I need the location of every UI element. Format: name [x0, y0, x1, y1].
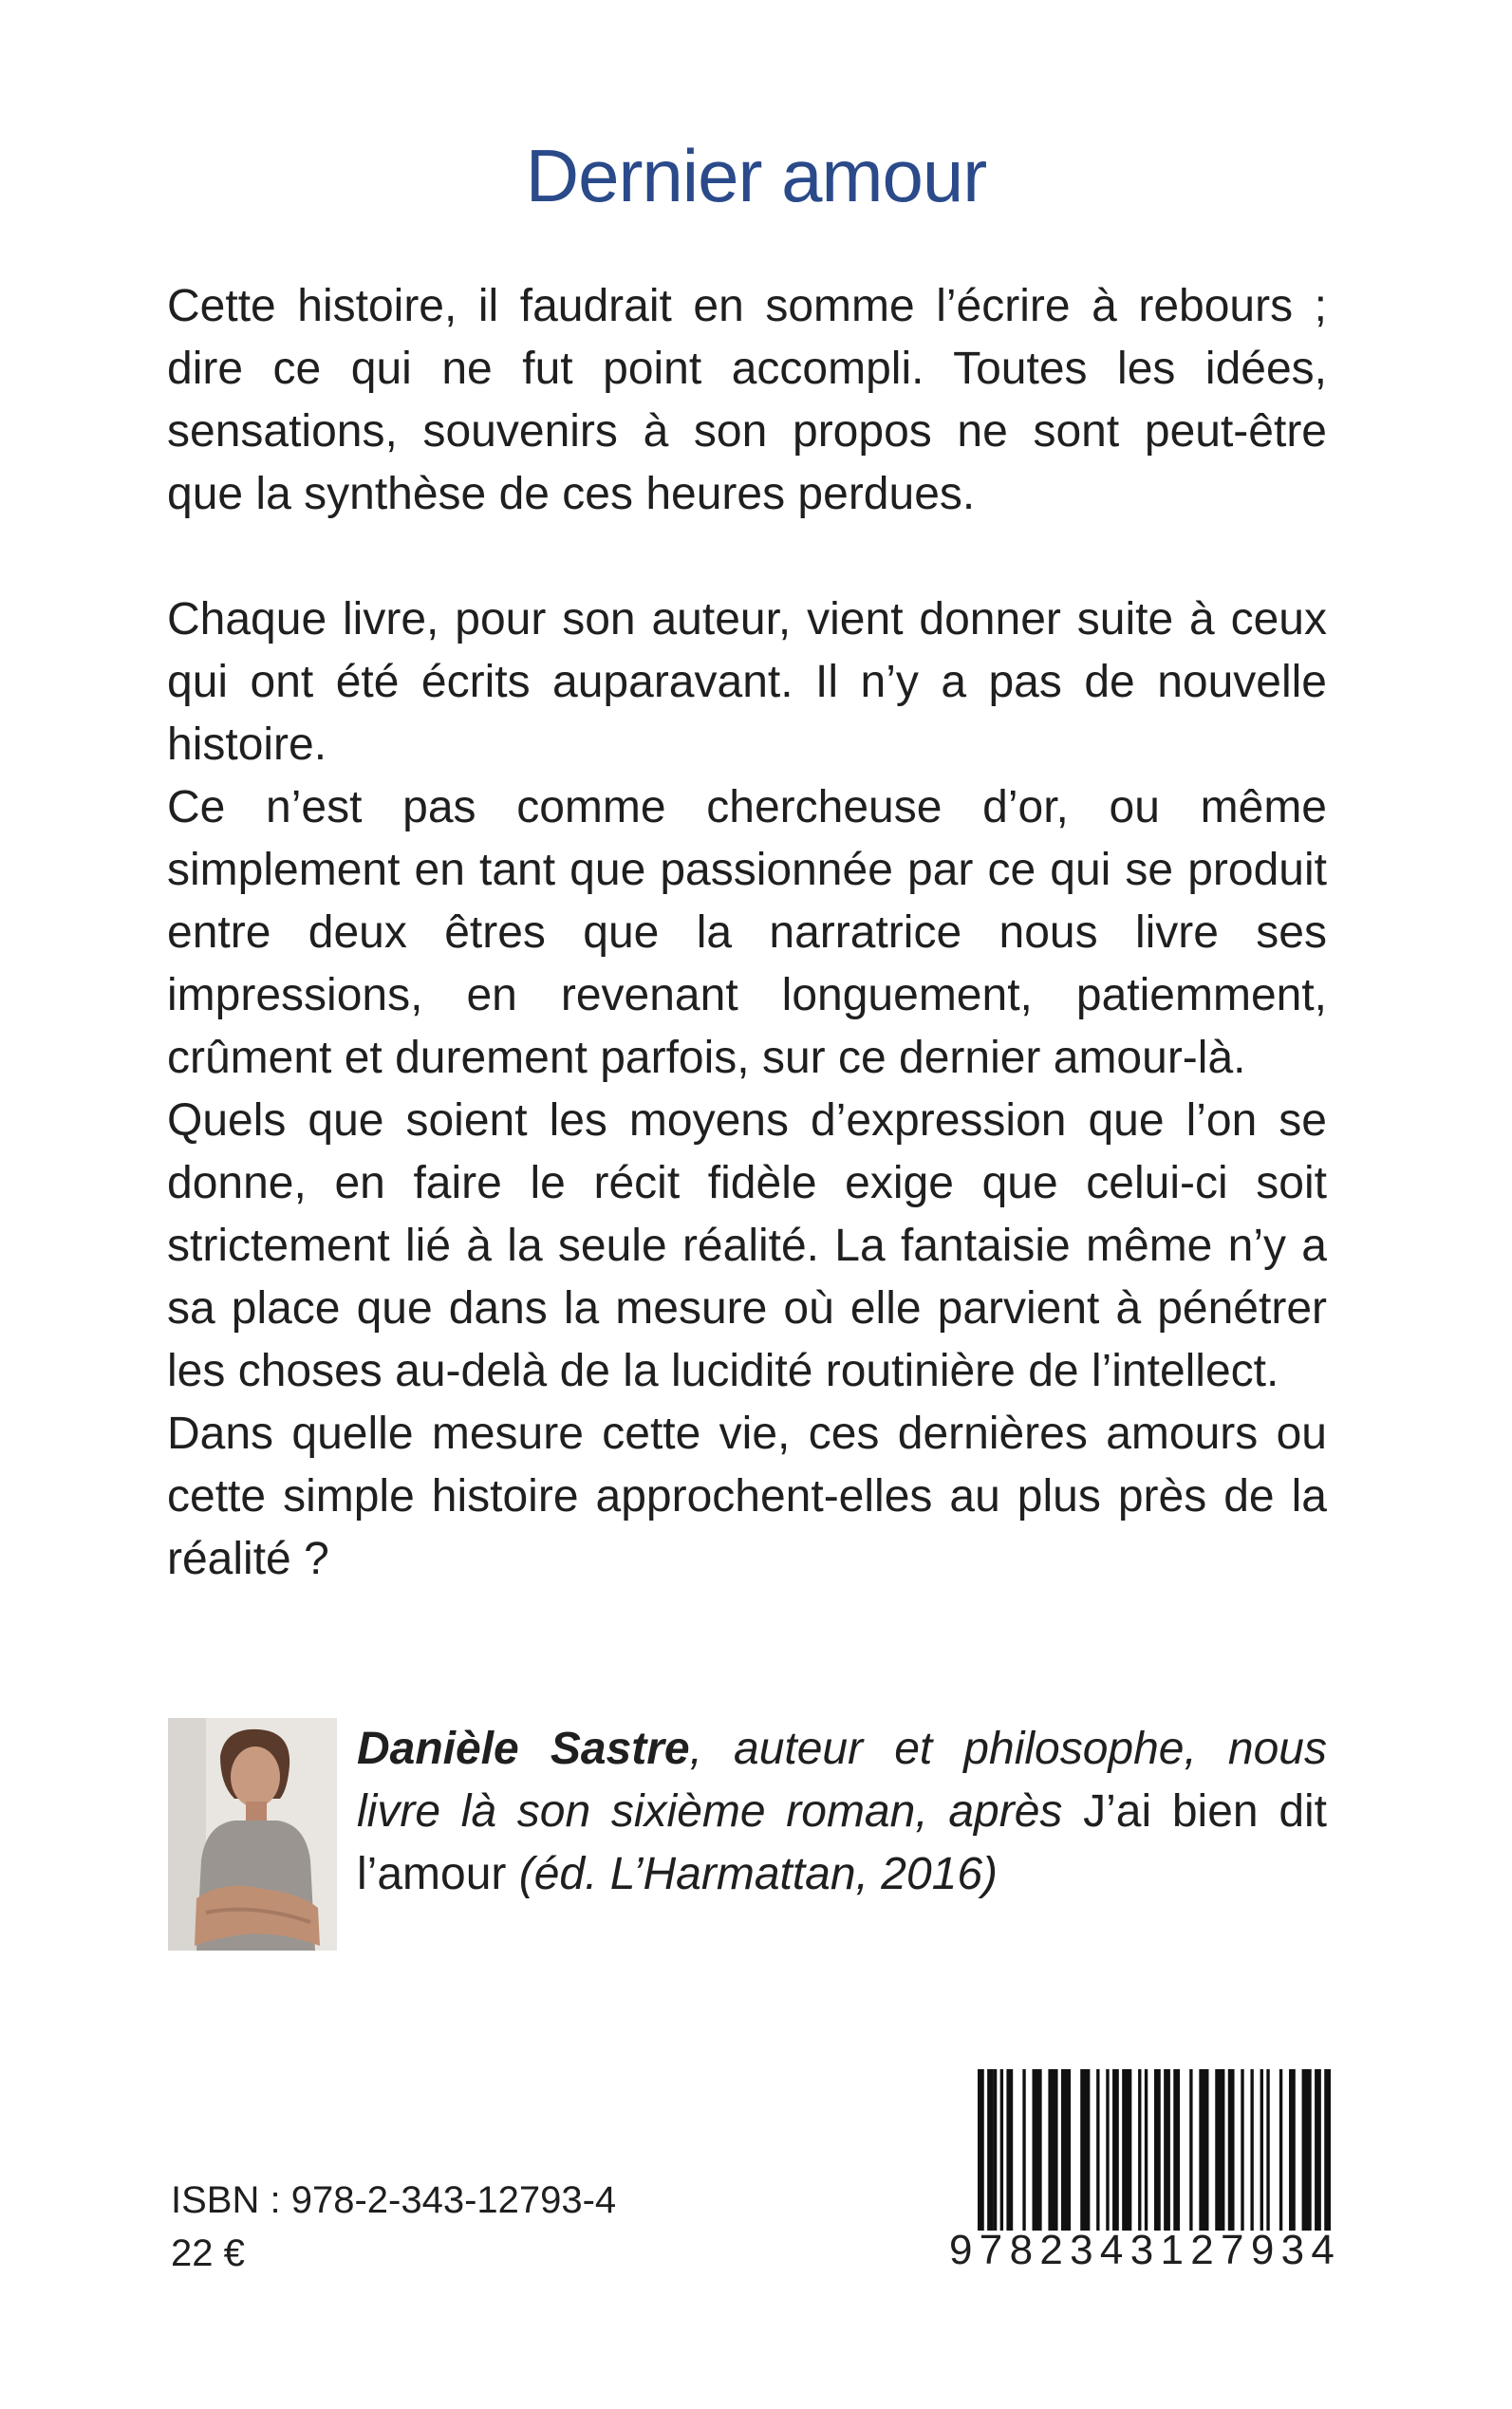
barcode-digit: 9: [949, 2227, 975, 2273]
barcode-bar: [1173, 2069, 1180, 2231]
barcode-digit: 8: [1009, 2227, 1036, 2273]
barcode-digit: 2: [1190, 2227, 1216, 2273]
paragraph-2: Chaque livre, pour son auteur, vient donner suite à ceux qui ont été écrits auparavant. Il n’y a pas de nouvelle histoire.: [167, 594, 1327, 770]
barcode-digit: 3: [1280, 2227, 1307, 2273]
paragraph-1: Cette histoire, il faudrait en somme l’écrire à rebours ; dire ce qui ne fut point accompli. Toutes les idées, sensations, souvenirs à son propos ne sont peut-être que la synthèse de ces heures perdues.: [167, 281, 1327, 519]
barcode-bar: [1106, 2069, 1109, 2231]
barcode-bar: [1000, 2069, 1003, 2231]
barcode-bar: [1048, 2069, 1057, 2231]
barcode-bar: [1189, 2069, 1192, 2231]
barcode-digit: 9: [1250, 2227, 1277, 2273]
back-cover-text: [167, 275, 1327, 1591]
barcode-bar: [1199, 2069, 1208, 2231]
barcode-bar: [1250, 2069, 1253, 2231]
barcode-digit: 7: [1221, 2227, 1246, 2273]
author-name: Danièle Sastre: [357, 1724, 690, 1774]
barcode-digit: 3: [1129, 2227, 1156, 2273]
barcode-digit: 1: [1160, 2227, 1185, 2273]
barcode-bar: [1164, 2069, 1170, 2231]
barcode-bar: [978, 2069, 984, 2231]
paragraph-3: Ce n’est pas comme chercheuse d’or, ou même simplement en tant que passionnée par ce qui se produit entre deux êtres que la narratrice nous livre ses impressions, en revenant longuement, patiemment, crûment et durement parfois, sur ce dernier amour-là.: [167, 782, 1327, 1083]
barcode-digit: 2: [1039, 2227, 1065, 2273]
barcode-bar: [1061, 2069, 1071, 2231]
barcode-bar: [1032, 2069, 1041, 2231]
author-blurb-text-1: , auteur et philosophe, nous livre là son sixième roman, après: [357, 1724, 1327, 1837]
isbn-block: [171, 2174, 616, 2280]
barcode-bar: [1122, 2069, 1131, 2231]
barcode-bar: [1154, 2069, 1161, 2231]
barcode-bar: [987, 2069, 994, 2231]
book-title: Dernier amour: [525, 134, 987, 217]
barcode-bar: [1228, 2069, 1235, 2231]
barcode-bar: [1279, 2069, 1282, 2231]
barcode-digit: 3: [1070, 2227, 1095, 2273]
barcode-bar: [1241, 2069, 1243, 2231]
barcode-bar: [1266, 2069, 1269, 2231]
paragraph-4: Quels que soient les moyens d’expression que l’on se donne, en faire le récit fidèle exige que celui-ci soit strictement lié à la seule réalité. La fantaisie même n’y a sa place que dans la mesure où elle parvient à pénétrer les choses au-delà de la lucidité routinière de l’intellect.: [167, 1095, 1327, 1396]
barcode-bar: [1302, 2069, 1312, 2231]
barcode-bar: [1145, 2069, 1148, 2231]
isbn: ISBN : 978-2-343-12793-4: [171, 2179, 617, 2221]
barcode-bar: [1315, 2069, 1321, 2231]
barcode-bar: [1289, 2069, 1296, 2231]
barcode-digit: 7: [979, 2227, 1005, 2273]
author-photo: [168, 1718, 337, 1951]
previous-book-title: J’ai bien dit l’amour: [357, 1786, 1328, 1899]
barcode-bar: [1022, 2069, 1025, 2231]
author-portrait-image: [168, 1718, 337, 1951]
barcode-digit: 4: [1311, 2227, 1336, 2273]
barcode-bar: [994, 2069, 997, 2231]
barcode-bar: [1324, 2069, 1331, 2231]
barcode-bar: [1215, 2069, 1224, 2231]
barcode-bar: [1138, 2069, 1141, 2231]
barcode-bar: [1260, 2069, 1263, 2231]
author-blurb: [357, 1718, 1327, 1906]
paragraph-5: Dans quelle mesure cette vie, ces dernières amours ou cette simple histoire approchent-elles au plus près de la réalité ?: [167, 1409, 1327, 1584]
barcode-digit: 4: [1099, 2227, 1126, 2273]
barcode-bar: [1080, 2069, 1090, 2231]
barcode-bar: [1096, 2069, 1099, 2231]
barcode-digits: [949, 2227, 1336, 2274]
barcode-bar: [1006, 2069, 1013, 2231]
barcode-bar: [1112, 2069, 1119, 2231]
price: 22 €: [171, 2232, 245, 2274]
author-blurb-text-2: (éd. L’Harmattan, 2016): [506, 1849, 999, 1899]
